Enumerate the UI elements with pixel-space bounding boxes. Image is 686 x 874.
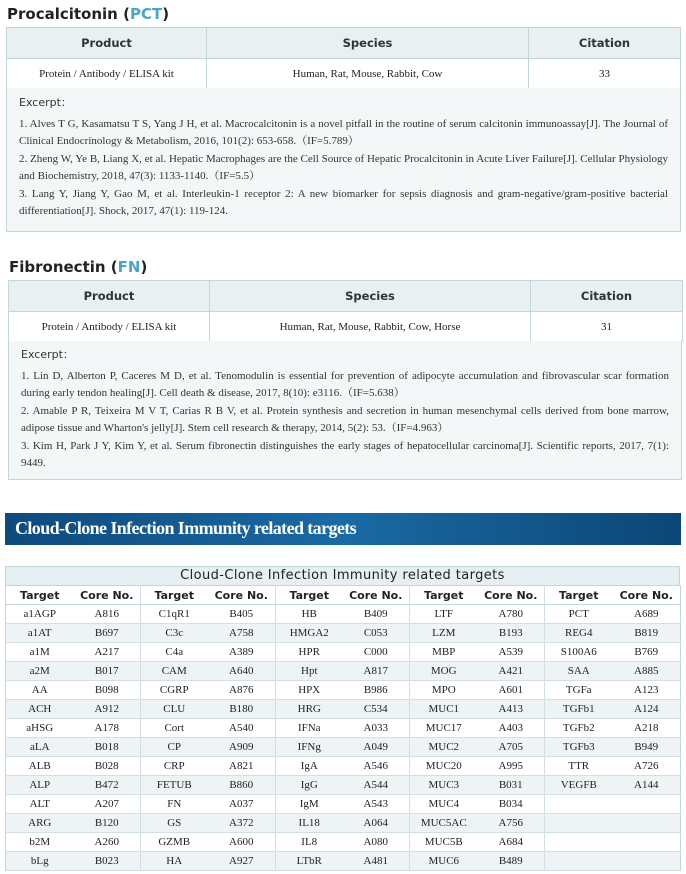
core-no-cell: B986 bbox=[343, 681, 410, 700]
target-cell: GS bbox=[141, 814, 208, 833]
target-cell: HB bbox=[276, 605, 343, 624]
core-no-cell: A726 bbox=[613, 757, 681, 776]
core-no-cell: A909 bbox=[208, 738, 276, 757]
target-cell: MUC5AC bbox=[410, 814, 478, 833]
reference: 2. Amable P R, Teixeira M V T, Carias R B V, et al. Protein synthesis and secretion in human mesenchymal cells derived from bone marrow, adipose tissue and Wharton's jelly[J]. Stem cell research & therapy, 2014, 5(2): 53.（IF=4.963） bbox=[21, 405, 669, 434]
section-abbr: FN bbox=[117, 258, 141, 276]
target-cell: GZMB bbox=[141, 833, 208, 852]
column-header-target: Target bbox=[545, 586, 613, 605]
column-header-target: Target bbox=[276, 586, 343, 605]
target-cell: ACH bbox=[6, 700, 74, 719]
core-no-cell: B031 bbox=[478, 776, 545, 795]
target-cell: CP bbox=[141, 738, 208, 757]
column-header-core-no: Core No. bbox=[613, 586, 681, 605]
core-no-cell: A033 bbox=[343, 719, 410, 738]
target-cell: IL18 bbox=[276, 814, 343, 833]
table-row bbox=[6, 738, 681, 757]
core-no-cell bbox=[613, 833, 681, 852]
core-no-cell: A821 bbox=[208, 757, 276, 776]
core-no-cell: A144 bbox=[613, 776, 681, 795]
header-species: Species bbox=[210, 281, 531, 312]
target-cell: HPX bbox=[276, 681, 343, 700]
citation-cell: 31 bbox=[531, 312, 683, 342]
core-no-cell: A064 bbox=[343, 814, 410, 833]
target-cell: IgA bbox=[276, 757, 343, 776]
core-no-cell: A817 bbox=[343, 662, 410, 681]
core-no-cell: A403 bbox=[478, 719, 545, 738]
core-no-cell: B409 bbox=[343, 605, 410, 624]
core-no-cell: A885 bbox=[613, 662, 681, 681]
core-no-cell: B028 bbox=[74, 757, 141, 776]
target-cell: REG4 bbox=[545, 624, 613, 643]
table-row bbox=[6, 814, 681, 833]
column-header-target: Target bbox=[410, 586, 478, 605]
core-no-cell: A540 bbox=[208, 719, 276, 738]
target-cell: a1AGP bbox=[6, 605, 74, 624]
core-no-cell: B949 bbox=[613, 738, 681, 757]
core-no-cell: A481 bbox=[343, 852, 410, 871]
column-header-core-no: Core No. bbox=[478, 586, 545, 605]
target-cell: TTR bbox=[545, 757, 613, 776]
excerpt-label: Excerpt： bbox=[19, 96, 72, 109]
core-no-cell: B193 bbox=[478, 624, 545, 643]
target-cell: MPO bbox=[410, 681, 478, 700]
table-row bbox=[6, 757, 681, 776]
targets-table bbox=[5, 585, 681, 871]
target-cell: TGFb1 bbox=[545, 700, 613, 719]
core-no-cell: B018 bbox=[74, 738, 141, 757]
target-cell bbox=[545, 852, 613, 871]
header-species: Species bbox=[207, 28, 529, 59]
core-no-cell: B180 bbox=[208, 700, 276, 719]
core-no-cell: A601 bbox=[478, 681, 545, 700]
core-no-cell: A780 bbox=[478, 605, 545, 624]
core-no-cell: A816 bbox=[74, 605, 141, 624]
table-row bbox=[6, 643, 681, 662]
core-no-cell: C534 bbox=[343, 700, 410, 719]
core-no-cell: A049 bbox=[343, 738, 410, 757]
target-cell: a2M bbox=[6, 662, 74, 681]
table-row bbox=[6, 833, 681, 852]
citation-cell: 33 bbox=[529, 59, 681, 89]
core-no-cell: A640 bbox=[208, 662, 276, 681]
target-cell: MUC3 bbox=[410, 776, 478, 795]
target-cell: CRP bbox=[141, 757, 208, 776]
target-cell bbox=[545, 795, 613, 814]
target-cell: ALB bbox=[6, 757, 74, 776]
column-header-core-no: Core No. bbox=[208, 586, 276, 605]
target-cell: PCT bbox=[545, 605, 613, 624]
target-cell: TGFa bbox=[545, 681, 613, 700]
core-no-cell bbox=[613, 795, 681, 814]
banner bbox=[5, 513, 681, 545]
target-cell: S100A6 bbox=[545, 643, 613, 662]
reference: 2. Zheng W, Ye B, Liang X, et al. Hepatic Macrophages are the Cell Source of Hepatic Procalcitonin in Acute Liver Failure[J]. Cellular Physiology and Biochemistry, 2018, 47(3): 1133-1140.（IF=5.5） bbox=[19, 153, 668, 182]
reference: 3. Kim H, Park J Y, Kim Y, et al. Serum fibronectin distinguishes the early stages of hepatocellular carcinoma[J]. Scientific reports, 2017, 7(1): 9449. bbox=[21, 440, 669, 469]
reference: 1. Lin D, Alberton P, Caceres M D, et al. Tenomodulin is essential for prevention of adipocyte accumulation and fibrovascular scar formation during early tendon healing[J]. Cell death & disease, 2017, 8(10): e3116.（IF=5.638） bbox=[21, 370, 669, 399]
core-no-cell: A600 bbox=[208, 833, 276, 852]
core-no-cell: A080 bbox=[343, 833, 410, 852]
core-no-cell: C000 bbox=[343, 643, 410, 662]
target-cell: FETUB bbox=[141, 776, 208, 795]
table-row bbox=[6, 605, 681, 624]
core-no-cell: B697 bbox=[74, 624, 141, 643]
grid-title: Cloud-Clone Infection Immunity related targets bbox=[5, 566, 680, 585]
core-no-cell: A037 bbox=[208, 795, 276, 814]
target-cell: Cort bbox=[141, 719, 208, 738]
target-cell: MUC17 bbox=[410, 719, 478, 738]
table-row bbox=[6, 681, 681, 700]
target-cell: IgM bbox=[276, 795, 343, 814]
target-cell: a1AT bbox=[6, 624, 74, 643]
target-cell: MUC4 bbox=[410, 795, 478, 814]
target-cell: MUC6 bbox=[410, 852, 478, 871]
header-citation: Citation bbox=[531, 281, 683, 312]
targets-grid bbox=[5, 566, 680, 871]
table-row bbox=[6, 700, 681, 719]
core-no-cell: B017 bbox=[74, 662, 141, 681]
target-cell: MUC1 bbox=[410, 700, 478, 719]
target-cell: MUC5B bbox=[410, 833, 478, 852]
target-cell: LZM bbox=[410, 624, 478, 643]
target-cell: ALT bbox=[6, 795, 74, 814]
product-table-fn bbox=[8, 280, 683, 342]
target-cell: HMGA2 bbox=[276, 624, 343, 643]
table-row bbox=[6, 776, 681, 795]
section-title-fn: Fibronectin (FN) bbox=[9, 258, 148, 276]
target-cell: VEGFB bbox=[545, 776, 613, 795]
core-no-cell: B405 bbox=[208, 605, 276, 624]
target-cell: HPR bbox=[276, 643, 343, 662]
product-table-pct bbox=[6, 27, 681, 89]
core-no-cell: A389 bbox=[208, 643, 276, 662]
core-no-cell: A689 bbox=[613, 605, 681, 624]
column-header-core-no: Core No. bbox=[74, 586, 141, 605]
table-row bbox=[6, 795, 681, 814]
section-name: Procalcitonin bbox=[7, 5, 118, 23]
target-cell: Hpt bbox=[276, 662, 343, 681]
core-no-cell: B472 bbox=[74, 776, 141, 795]
core-no-cell: B819 bbox=[613, 624, 681, 643]
core-no-cell: A260 bbox=[74, 833, 141, 852]
excerpt-box-pct bbox=[6, 88, 681, 232]
core-no-cell: A927 bbox=[208, 852, 276, 871]
header-citation: Citation bbox=[529, 28, 681, 59]
target-cell: IgG bbox=[276, 776, 343, 795]
target-cell: MUC2 bbox=[410, 738, 478, 757]
core-no-cell: A178 bbox=[74, 719, 141, 738]
target-cell bbox=[545, 833, 613, 852]
core-no-cell: A912 bbox=[74, 700, 141, 719]
column-header-target: Target bbox=[141, 586, 208, 605]
target-cell: MBP bbox=[410, 643, 478, 662]
product-cell: Protein / Antibody / ELISA kit bbox=[9, 312, 210, 342]
target-cell: b2M bbox=[6, 833, 74, 852]
target-cell: TGFb2 bbox=[545, 719, 613, 738]
core-no-cell bbox=[613, 852, 681, 871]
core-no-cell: B769 bbox=[613, 643, 681, 662]
target-cell: AA bbox=[6, 681, 74, 700]
core-no-cell: A123 bbox=[613, 681, 681, 700]
core-no-cell: A756 bbox=[478, 814, 545, 833]
target-cell: C1qR1 bbox=[141, 605, 208, 624]
core-no-cell: B023 bbox=[74, 852, 141, 871]
target-cell bbox=[545, 814, 613, 833]
table-row bbox=[6, 852, 681, 871]
core-no-cell: A876 bbox=[208, 681, 276, 700]
reference: 1. Alves T G, Kasamatsu T S, Yang J H, et al. Macrocalcitonin is a novel pitfall in the routine of serum calcitonin immunoassay[J]. The Journal of Clinical Endocrinology & Metabolism, 2016, 101(2): 653-658.（IF=5.789） bbox=[19, 118, 668, 147]
target-cell: CLU bbox=[141, 700, 208, 719]
target-cell: LTbR bbox=[276, 852, 343, 871]
core-no-cell: B489 bbox=[478, 852, 545, 871]
target-cell: a1M bbox=[6, 643, 74, 662]
section-title-pct: Procalcitonin (PCT) bbox=[7, 5, 170, 23]
section-name: Fibronectin bbox=[9, 258, 106, 276]
target-cell: ALP bbox=[6, 776, 74, 795]
target-cell: HRG bbox=[276, 700, 343, 719]
core-no-cell: A544 bbox=[343, 776, 410, 795]
core-no-cell: A684 bbox=[478, 833, 545, 852]
target-cell: FN bbox=[141, 795, 208, 814]
core-no-cell: A207 bbox=[74, 795, 141, 814]
header-product: Product bbox=[9, 281, 210, 312]
section-abbr: PCT bbox=[129, 5, 163, 23]
table-row bbox=[6, 662, 681, 681]
species-cell: Human, Rat, Mouse, Rabbit, Cow bbox=[207, 59, 529, 89]
core-no-cell: B098 bbox=[74, 681, 141, 700]
excerpt-box-fn bbox=[8, 341, 682, 480]
header-product: Product bbox=[7, 28, 207, 59]
core-no-cell: A758 bbox=[208, 624, 276, 643]
target-cell: ARG bbox=[6, 814, 74, 833]
target-cell: TGFb3 bbox=[545, 738, 613, 757]
target-cell: IFNa bbox=[276, 719, 343, 738]
target-cell: IL8 bbox=[276, 833, 343, 852]
core-no-cell: A421 bbox=[478, 662, 545, 681]
excerpt-label: Excerpt： bbox=[21, 348, 74, 361]
target-cell: HA bbox=[141, 852, 208, 871]
banner-title: Cloud-Clone Infection Immunity related targets bbox=[15, 518, 357, 538]
target-cell: C4a bbox=[141, 643, 208, 662]
target-cell: MUC20 bbox=[410, 757, 478, 776]
target-cell: C3c bbox=[141, 624, 208, 643]
core-no-cell: A539 bbox=[478, 643, 545, 662]
core-no-cell: C053 bbox=[343, 624, 410, 643]
core-no-cell: A218 bbox=[613, 719, 681, 738]
product-cell: Protein / Antibody / ELISA kit bbox=[7, 59, 207, 89]
core-no-cell: B034 bbox=[478, 795, 545, 814]
core-no-cell: A995 bbox=[478, 757, 545, 776]
species-cell: Human, Rat, Mouse, Rabbit, Cow, Horse bbox=[210, 312, 531, 342]
target-cell: IFNg bbox=[276, 738, 343, 757]
core-no-cell bbox=[613, 814, 681, 833]
core-no-cell: A372 bbox=[208, 814, 276, 833]
reference: 3. Lang Y, Jiang Y, Gao M, et al. Interleukin-1 receptor 2: A new biomarker for sepsis diagnosis and gram-negative/gram-positive bacterial differentiation[J]. Shock, 2017, 47(1): 119-124. bbox=[19, 188, 668, 217]
target-cell: MOG bbox=[410, 662, 478, 681]
table-row bbox=[6, 719, 681, 738]
core-no-cell: A705 bbox=[478, 738, 545, 757]
core-no-cell: A124 bbox=[613, 700, 681, 719]
target-cell: aHSG bbox=[6, 719, 74, 738]
core-no-cell: A413 bbox=[478, 700, 545, 719]
target-cell: CGRP bbox=[141, 681, 208, 700]
column-header-target: Target bbox=[6, 586, 74, 605]
core-no-cell: B860 bbox=[208, 776, 276, 795]
target-cell: aLA bbox=[6, 738, 74, 757]
target-cell: bLg bbox=[6, 852, 74, 871]
target-cell: CAM bbox=[141, 662, 208, 681]
target-cell: SAA bbox=[545, 662, 613, 681]
core-no-cell: A543 bbox=[343, 795, 410, 814]
core-no-cell: A217 bbox=[74, 643, 141, 662]
core-no-cell: B120 bbox=[74, 814, 141, 833]
core-no-cell: A546 bbox=[343, 757, 410, 776]
table-row bbox=[6, 624, 681, 643]
target-cell: LTF bbox=[410, 605, 478, 624]
column-header-core-no: Core No. bbox=[343, 586, 410, 605]
